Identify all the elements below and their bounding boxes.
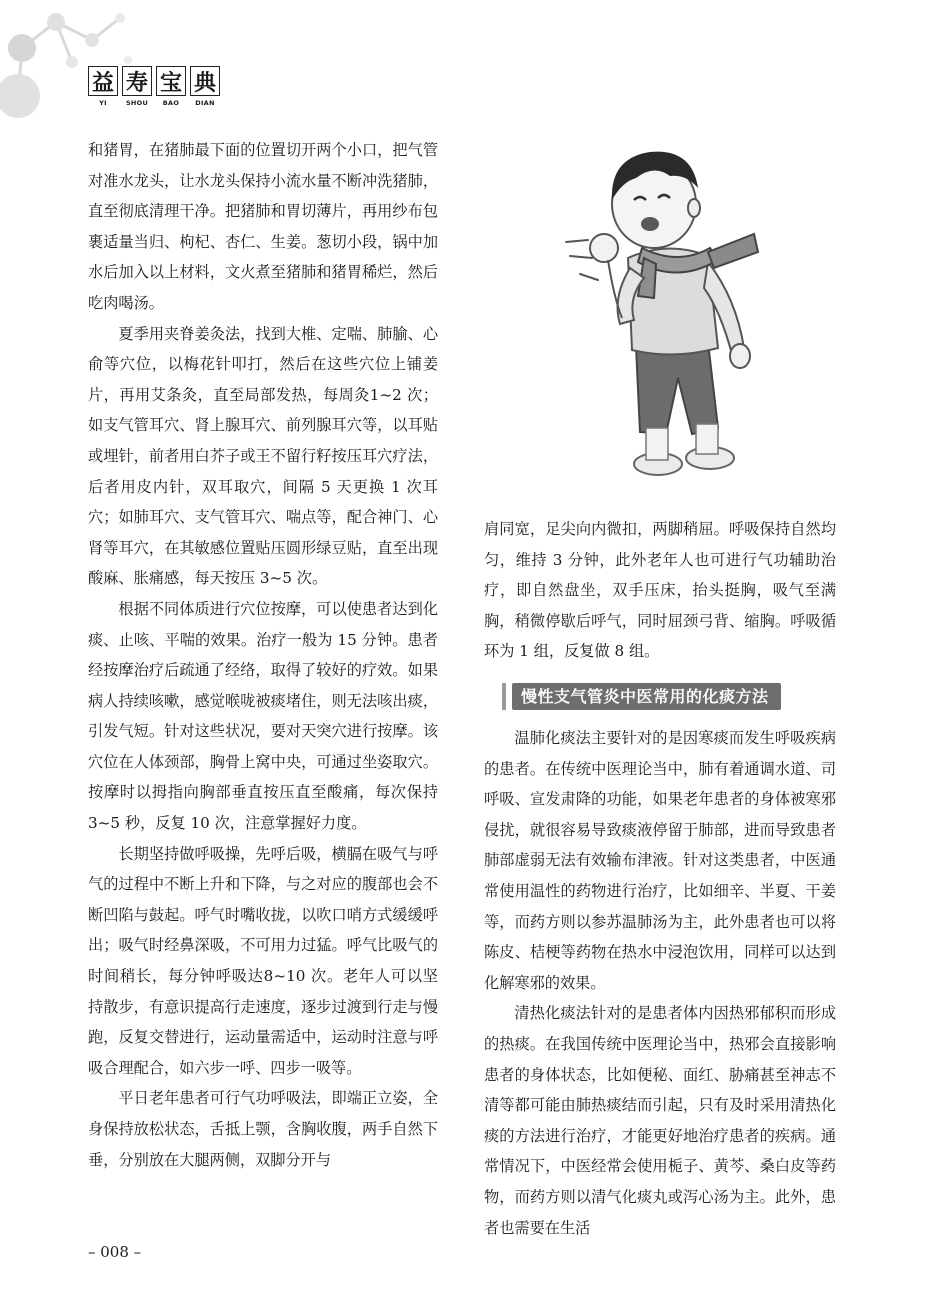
brand-char: 寿 bbox=[122, 66, 152, 96]
right-column-bottom bbox=[484, 723, 836, 1243]
page-number: – 008 – bbox=[88, 1243, 142, 1261]
section-heading: 慢性支气管炎中医常用的化痰方法 bbox=[512, 683, 781, 710]
paragraph: 长期坚持做呼吸操，先呼后吸，横膈在吸气与呼气的过程中不断上升和下降，与之对应的腹部也会不断凹陷与鼓起。呼气时嘴收拢，以吹口哨方式缓缓呼出；吸气时经鼻深吸，不可用力过猛。呼气比吸气的时间稍长，每分钟呼吸达8~10 次。老年人可以坚持散步，有意识提高行走速度，逐步过渡到行走与慢跑，反复交替进行，运动量需适中，运动时注意与呼吸合理配合，如六步一呼、四步一吸等。 bbox=[88, 844, 438, 1077]
paragraph: 清热化痰法针对的是患者体内因热邪郁积而形成的热痰。在我国传统中医理论当中，热邪会直接影响患者的身体状态，比如便秘、面红、胁痛甚至神志不清等都可能由肺热痰结而引起，只有及时采用清热化痰的方法进行治疗，才能更好地治疗患者的疾病。通常情况下，中医经常会使用栀子、黄芩、桑白皮等药物，而药方则以清气化痰丸或泻心汤为主。此外，患者也需要在生活 bbox=[484, 1004, 836, 1237]
brand-char: 典 bbox=[190, 66, 220, 96]
brand-pinyin-syllable: SHOU bbox=[125, 99, 149, 107]
paragraph: 平日老年患者可行气功呼吸法，即端正立姿，全身保持放松状态，舌抵上颚，含胸收腹，两手自然下垂，分别放在大腿两侧，双脚分开与 bbox=[88, 1089, 438, 1169]
brand-char: 宝 bbox=[156, 66, 186, 96]
brand-title bbox=[88, 66, 220, 96]
right-column-top bbox=[484, 514, 836, 667]
brand-logo bbox=[88, 66, 220, 107]
paragraph: 温肺化痰法主要针对的是因寒痰而发生呼吸疾病的患者。在传统中医理论当中，肺有着通调水道、司呼吸、宣发肃降的功能，如果老年患者的身体被寒邪侵扰，就很容易导致痰液停留于肺部，进而导致患者肺部虚弱无法有效输布津液。针对这类患者，中医通常使用温性的药物进行治疗，比如细辛、半夏、干姜等，而药方则以参苏温肺汤为主，此外患者也可以将陈皮、桔梗等药物在热水中浸泡饮用，同样可以达到化解寒邪的效果。 bbox=[484, 729, 836, 992]
brand-pinyin-syllable: BAO bbox=[162, 99, 180, 107]
brand-pinyin-syllable: YI bbox=[99, 99, 107, 107]
paragraph: 肩同宽，足尖向内微扣，两脚稍屈。呼吸保持自然均匀，维持 3 分钟，此外老年人也可进行气功辅助治疗，即自然盘坐，双手压床，抬头挺胸，吸气至满胸，稍微停歇后呼气，同时屈颈弓背、缩胸。呼吸循环为 1 组，反复做 8 组。 bbox=[484, 520, 836, 661]
left-column bbox=[88, 135, 438, 1175]
brand-pinyin bbox=[88, 99, 220, 107]
brand-char: 益 bbox=[88, 66, 118, 96]
paragraph: 根据不同体质进行穴位按摩，可以使患者达到化痰、止咳、平喘的效果。治疗一般为 15 分钟。患者经按摩治疗后疏通了经络，取得了较好的疗效。如果病人持续咳嗽，感觉喉咙被痰堵住，则无法咳出痰，引发气短。针对这些状况，要对天突穴进行按摩。该穴位在人体颈部，胸骨上窝中央，可通过坐姿取穴。按摩时以拇指向胸部垂直按压直至酸痛，每次保持 3~5 秒，反复 10 次，注意掌握好力度。 bbox=[88, 599, 438, 833]
paragraph: 夏季用夹脊姜灸法，找到大椎、定喘、肺腧、心俞等穴位，以梅花针叩打，然后在这些穴位上铺姜片，再用艾条灸，直至局部发热，每周灸1~2 次；如支气管耳穴、肾上腺耳穴、前列腺耳穴等，以耳贴或埋针，前者用白芥子或王不留行籽按压耳穴疗法，后者用皮内针，双耳取穴，间隔 5 天更换 1 次耳穴；如肺耳穴、支气管耳穴、喘点等，配合神门、心肾等耳穴，在其敏感位置贴压圆形绿豆贴，直至出现酸麻、胀痛感，每天按压 3~5 次。 bbox=[88, 324, 438, 588]
paragraph: 和猪胃，在猪肺最下面的位置切开两个小口，把气管对准水龙头，让水龙头保持小流水量不断冲洗猪肺，直至彻底清理干净。把猪肺和胃切薄片，再用纱布包裹适量当归、枸杞、杏仁、生姜。葱切小段，锅中加水后加入以上材料，文火煮至猪肺和猪胃稀烂，然后吃肉喝汤。 bbox=[88, 141, 438, 312]
brand-pinyin-syllable: DIAN bbox=[195, 99, 215, 107]
coughing-boy-illustration bbox=[558, 128, 798, 480]
